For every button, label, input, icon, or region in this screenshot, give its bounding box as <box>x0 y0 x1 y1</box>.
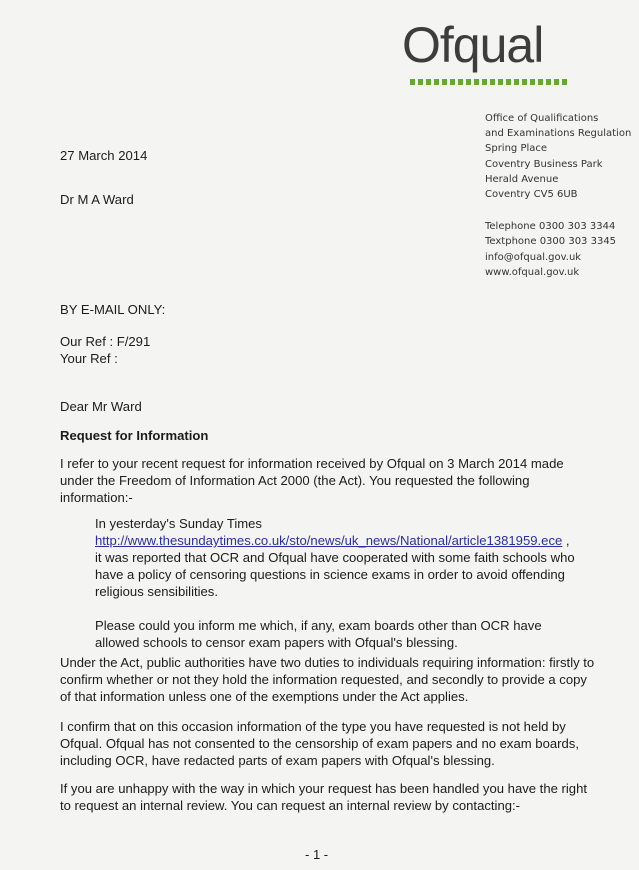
recipient-name: Dr M A Ward <box>60 192 134 207</box>
website: www.ofqual.gov.uk <box>485 266 580 278</box>
intro-paragraph: I refer to your recent request for information received by Ofqual on 3 March 2014 made under the Freedom of Information Act 2000 (the Act). You requested the following information:- <box>60 456 564 505</box>
article-link[interactable]: http://www.thesundaytimes.co.uk/sto/news/uk_news/National/article1381959.ece <box>95 533 563 548</box>
telephone: Telephone 0300 303 3344 <box>485 221 616 233</box>
references <box>60 333 150 367</box>
textphone: Textphone 0300 303 3345 <box>485 236 617 248</box>
logo-dots <box>410 79 570 85</box>
address-line: Spring Place <box>485 143 548 155</box>
address-line: Herald Avenue <box>485 173 559 185</box>
quote-intro: In yesterday's Sunday Times <box>95 516 262 531</box>
letter-date: 27 March 2014 <box>60 148 148 163</box>
review-paragraph: If you are unhappy with the way in which your request has been handled you have the right to request an internal review. You can request an internal review by contacting:- <box>60 781 587 813</box>
ofqual-logo: Ofqual <box>402 17 544 73</box>
address-line: Office of Qualifications <box>485 113 599 124</box>
sender-address <box>485 111 631 280</box>
page-number: - 1 - <box>305 847 329 862</box>
address-line: and Examinations Regulation <box>485 128 632 140</box>
confirmation-paragraph: I confirm that on this occasion information of the type you have requested is not held by Ofqual. Ofqual has not consented to the censorship of exam papers and no exam boards, including OCR, have redacted parts of exam papers with Ofqual's blessing. <box>60 719 579 768</box>
salutation: Dear Mr Ward <box>60 399 142 414</box>
address-line: Coventry CV5 6UB <box>485 189 578 201</box>
your-ref: Your Ref : <box>60 351 118 366</box>
delivery-method: BY E-MAIL ONLY: <box>60 302 166 317</box>
subject-heading: Request for Information <box>60 428 209 443</box>
quote-paragraph-1 <box>95 515 575 600</box>
our-ref: Our Ref : F/291 <box>60 334 151 349</box>
address-line: Coventry Business Park <box>485 158 603 170</box>
quoted-request <box>95 515 575 651</box>
duties-paragraph: Under the Act, public authorities have two duties to individuals requiring information: firstly to confirm whether or not they hold the information requested, and secondly to provide a copy of that information unless one of the exemptions under the Act applies. <box>60 655 595 704</box>
quote-after-link: , it was reported that OCR and Ofqual have cooperated with some faith schools who have a policy of censoring questions in science exams in order to avoid offending religious sensibilities. <box>95 533 575 599</box>
email-address: info@ofqual.gov.uk <box>485 251 582 263</box>
quote-paragraph-2: Please could you inform me which, if any, exam boards other than OCR have allowed schools to censor exam papers with Ofqual's blessing. <box>95 618 542 650</box>
